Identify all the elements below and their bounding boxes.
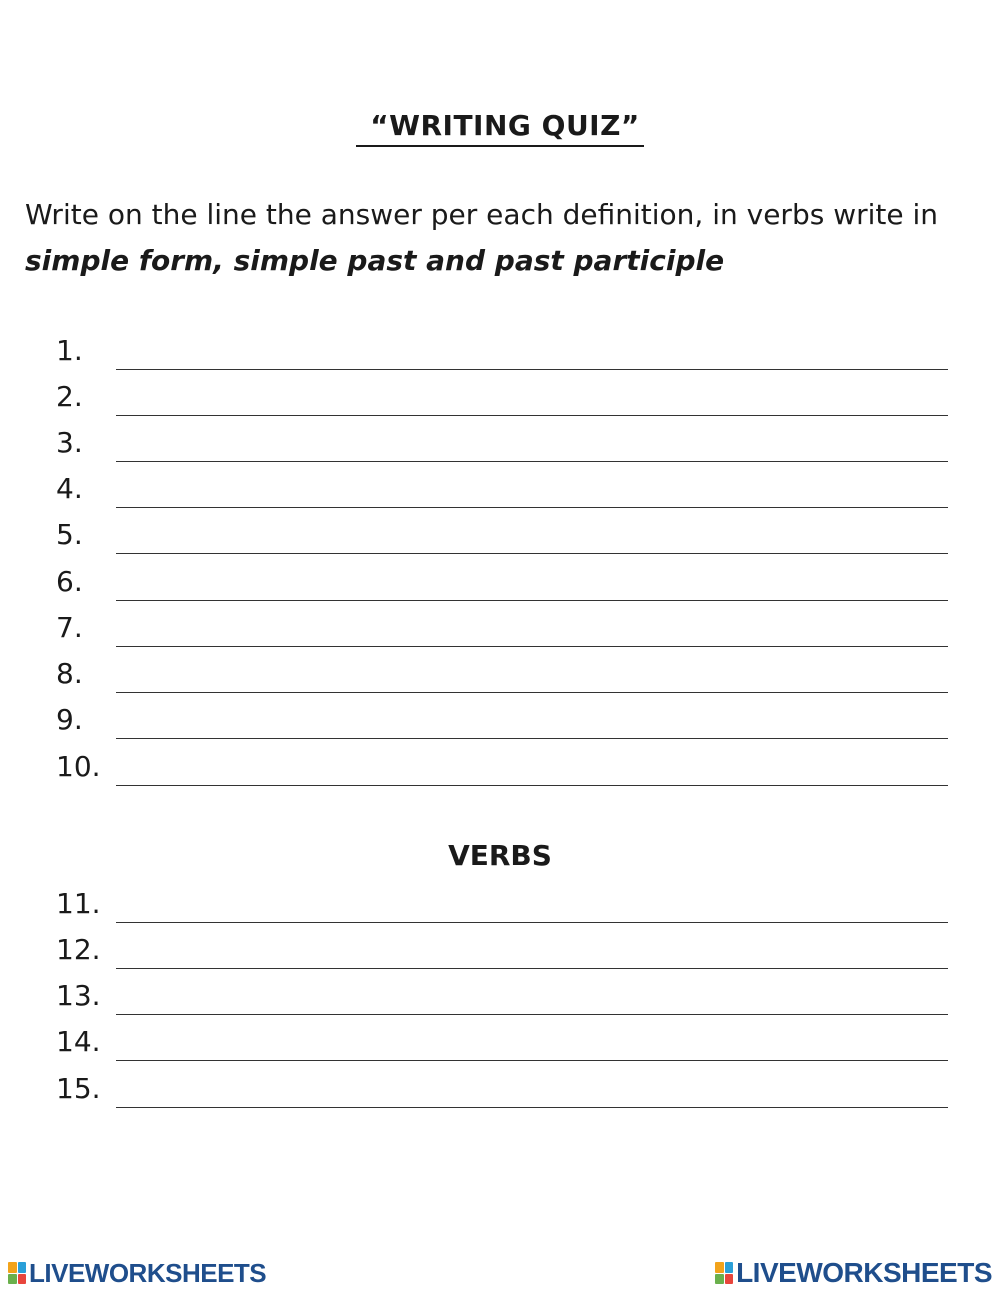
title-text: “WRITING QUIZ” xyxy=(356,108,644,147)
question-number: 3. xyxy=(56,426,83,459)
answer-line[interactable] xyxy=(116,507,948,508)
answer-line[interactable] xyxy=(116,600,948,601)
answer-row xyxy=(56,610,948,650)
question-number: 6. xyxy=(56,565,83,598)
answer-line[interactable] xyxy=(116,369,948,370)
answer-line[interactable] xyxy=(116,1107,948,1108)
answer-row xyxy=(56,425,948,465)
question-number: 2. xyxy=(56,380,83,413)
question-number: 11. xyxy=(56,887,101,920)
answer-row xyxy=(56,471,948,511)
answer-line[interactable] xyxy=(116,1014,948,1015)
answer-row xyxy=(56,517,948,557)
answer-row xyxy=(56,379,948,419)
liveworksheets-logo-left[interactable] xyxy=(8,1258,266,1288)
question-number: 8. xyxy=(56,657,83,690)
section-heading-verbs: VERBS xyxy=(448,839,552,872)
answer-line[interactable] xyxy=(116,738,948,739)
brand-name: LIVEWORKSHEETS xyxy=(736,1257,992,1288)
answer-line[interactable] xyxy=(116,785,948,786)
question-number: 7. xyxy=(56,611,83,644)
answer-row xyxy=(56,656,948,696)
answer-line[interactable] xyxy=(116,922,948,923)
instructions xyxy=(25,192,975,284)
page-title xyxy=(0,108,1000,147)
liveworksheets-logo-icon xyxy=(715,1262,733,1284)
answer-row xyxy=(56,978,948,1018)
question-number: 5. xyxy=(56,518,83,551)
liveworksheets-logo-right[interactable] xyxy=(715,1258,992,1288)
answer-row xyxy=(56,1024,948,1064)
brand-name: LIVEWORKSHEETS xyxy=(29,1257,267,1288)
answer-line[interactable] xyxy=(116,968,948,969)
question-number: 4. xyxy=(56,472,83,505)
answer-row xyxy=(56,564,948,604)
answer-row xyxy=(56,333,948,373)
answer-row xyxy=(56,749,948,789)
liveworksheets-logo-icon xyxy=(8,1262,26,1284)
answer-line[interactable] xyxy=(116,553,948,554)
answer-row xyxy=(56,886,948,926)
instructions-emphasis: simple form, simple past and past participle xyxy=(25,244,725,277)
answer-line[interactable] xyxy=(116,646,948,647)
answer-row xyxy=(56,932,948,972)
answer-row xyxy=(56,702,948,742)
instructions-text: Write on the line the answer per each definition, in verbs write in xyxy=(25,198,939,231)
answer-line[interactable] xyxy=(116,692,948,693)
question-number: 13. xyxy=(56,979,101,1012)
answer-line[interactable] xyxy=(116,1060,948,1061)
question-number: 12. xyxy=(56,933,101,966)
question-number: 15. xyxy=(56,1072,101,1105)
question-number: 1. xyxy=(56,334,83,367)
answer-line[interactable] xyxy=(116,461,948,462)
question-number: 9. xyxy=(56,703,83,736)
question-number: 14. xyxy=(56,1025,101,1058)
answer-row xyxy=(56,1071,948,1111)
question-number: 10. xyxy=(56,750,101,783)
answer-line[interactable] xyxy=(116,415,948,416)
